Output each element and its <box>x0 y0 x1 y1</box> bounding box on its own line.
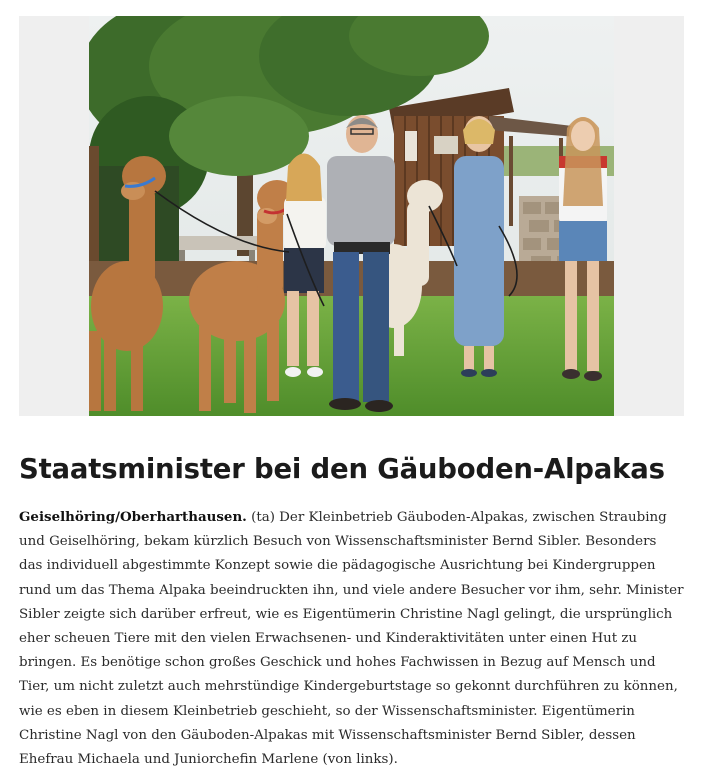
article-body <box>19 505 684 772</box>
article-photo <box>89 16 614 416</box>
article-photo-frame <box>19 16 684 416</box>
article-text: (ta) Der Kleinbetrieb Gäuboden-Alpakas, zwischen Straubing und Geiselhöring, bekam kürzlich Besuch von Wissenschaftsminister Bernd Sibler. Besonders das individuell abgestimmte Konzept sowie die pädagogische Ausrichtung bei Kindergruppen rund um das Thema Alpaka beeindruckten ihn, und viele andere Besucher vor ihm, sehr. Minister Sibler zeigte sich darüber erfreut, wie es Eigentümerin Christine Nagl gelingt, die ursprünglich eher scheuen Tiere mit den vielen Erwachsenen- und Kinderaktivitäten unter einen Hut zu bringen. Es benötige schon großes Geschick und hohes Fachwissen in Bezug auf Mensch und Tier, um nicht zuletzt auch mehrstündige Kindergeburtstage so gekonnt durchführen zu können, wie es eben in diesem Kleinbetrieb geschieht, so der Wissenschaftsminister. Eigentümerin Christine Nagl von den Gäuboden-Alpakas mit Wissenschaftsminister Bernd Sibler, dessen Ehefrau Michaela und Juniorchefin Marlene (von links). <box>19 510 684 768</box>
article-headline: Staatsminister bei den Gäuboden-Alpakas <box>19 453 665 485</box>
article-dateline: Geiselhöring/Oberharthausen. <box>19 509 247 525</box>
